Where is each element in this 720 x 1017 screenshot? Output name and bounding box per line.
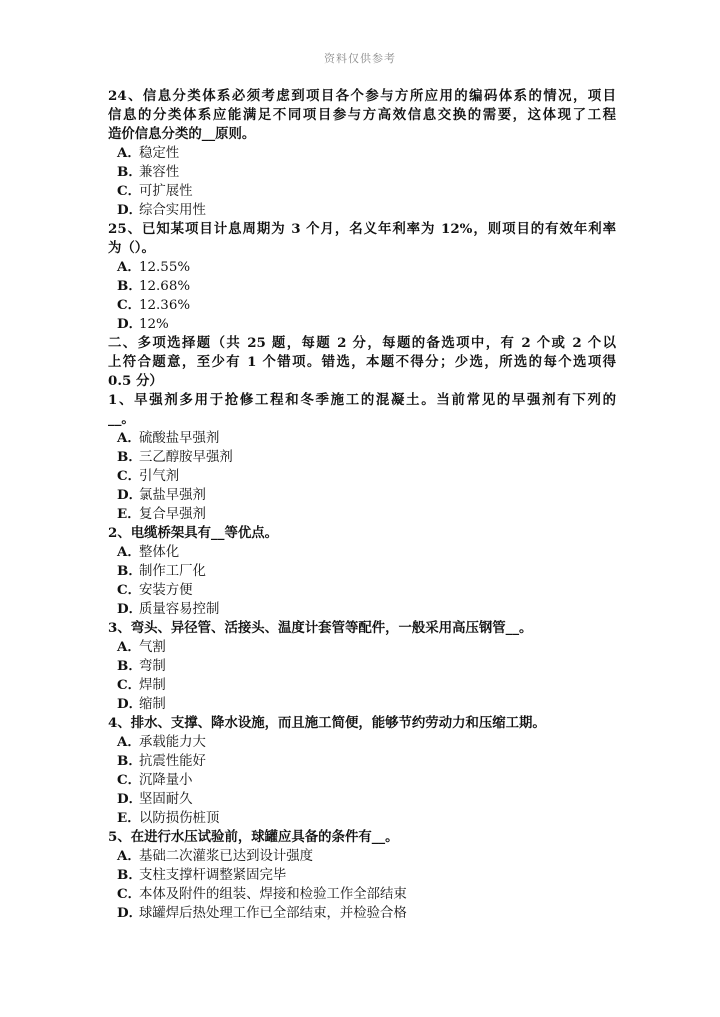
question-text-line: 5、在进行水压试验前，球罐应具备的条件有__。 (108, 829, 399, 845)
option-text: 支柱支撑杆调整紧固完毕 (139, 868, 287, 883)
option-text: 综合实用性 (139, 203, 206, 218)
answer-option (108, 866, 616, 885)
question-text-line: 24、信息分类体系必须考虑到项目各个参与方所应用的编码体系的情况，项目 (108, 88, 616, 104)
option-text: 气割 (139, 640, 166, 655)
option-letter: B． (117, 449, 142, 465)
answer-option (108, 847, 616, 866)
option-letter: D． (117, 316, 143, 332)
answer-option (108, 562, 616, 581)
option-text: 引气剂 (139, 469, 180, 484)
answer-option (108, 885, 616, 904)
option-letter: C． (117, 886, 142, 902)
answer-option (108, 296, 616, 315)
option-letter: C． (117, 183, 142, 199)
answer-option (108, 771, 616, 790)
option-text: 缩制 (139, 697, 166, 712)
answer-option (108, 809, 616, 828)
option-text: 承载能力大 (139, 735, 206, 750)
option-letter: D． (117, 791, 143, 807)
option-letter: A． (117, 848, 141, 864)
question-text-line: 上符合题意，至少有 1 个错项。错选，本题不得分；少选，所选的每个选项得 (108, 354, 616, 370)
question-text-line: 0.5 分） (108, 373, 163, 389)
option-text: 以防损伤桩顶 (139, 811, 220, 826)
answer-option (108, 315, 616, 334)
option-letter: D． (117, 601, 143, 617)
page-header: 资料仅供参考 (324, 52, 396, 65)
answer-option (108, 904, 616, 923)
option-letter: B． (117, 658, 142, 674)
option-letter: C． (117, 468, 142, 484)
option-letter: C． (117, 677, 142, 693)
answer-option (108, 258, 616, 277)
option-letter: E． (117, 810, 141, 826)
option-letter: A． (117, 544, 141, 560)
option-text: 弯制 (139, 659, 166, 674)
answer-option (108, 638, 616, 657)
answer-option (108, 505, 616, 524)
answer-option (108, 752, 616, 771)
option-letter: A． (117, 145, 141, 161)
option-text: 整体化 (139, 545, 180, 560)
option-text: 兼容性 (139, 165, 180, 180)
option-text: 球罐焊后热处理工作已全部结束，并检验合格 (139, 906, 407, 921)
option-text: 抗震性能好 (139, 754, 206, 769)
option-letter: E． (117, 506, 141, 522)
question-text-line: 25、已知某项目计息周期为 3 个月，名义年利率为 12%，则项目的有效年利率 (108, 221, 616, 237)
option-text: 12.55% (139, 260, 191, 275)
option-text: 复合早强剂 (139, 507, 206, 522)
option-letter: B． (117, 867, 142, 883)
question-text-line: 4、排水、支撑、降水设施，而且施工简便，能够节约劳动力和压缩工期。 (108, 715, 546, 731)
option-letter: B． (117, 753, 142, 769)
option-text: 本体及附件的组装、焊接和检验工作全部结束 (139, 887, 407, 902)
answer-option (108, 581, 616, 600)
option-text: 质量容易控制 (139, 602, 220, 617)
option-text: 12.36% (139, 298, 191, 313)
option-text: 制作工厂化 (139, 564, 206, 579)
answer-option (108, 277, 616, 296)
option-letter: C． (117, 582, 142, 598)
option-letter: C． (117, 772, 142, 788)
option-text: 硫酸盐早强剂 (139, 431, 220, 446)
option-letter: A． (117, 259, 141, 275)
answer-option (108, 695, 616, 714)
option-text: 沉降量小 (139, 773, 193, 788)
option-letter: D． (117, 696, 143, 712)
question-text-line: 2、电缆桥架具有__等优点。 (108, 525, 279, 541)
answer-option (108, 467, 616, 486)
question-text-line: 二、多项选择题（共 25 题，每题 2 分，每题的备选项中，有 2 个或 2 个以 (108, 335, 616, 351)
document-body (108, 87, 616, 923)
option-letter: A． (117, 734, 141, 750)
answer-option (108, 429, 616, 448)
option-letter: A． (117, 639, 141, 655)
option-text: 坚固耐久 (139, 792, 193, 807)
question-text-line: 3、弯头、异径管、活接头、温度计套管等配件，一般采用高压钢管__。 (108, 620, 533, 636)
option-text: 焊制 (139, 678, 166, 693)
answer-option (108, 182, 616, 201)
answer-option (108, 201, 616, 220)
option-text: 12.68% (139, 279, 191, 294)
option-letter: C． (117, 297, 142, 313)
answer-option (108, 790, 616, 809)
answer-option (108, 600, 616, 619)
option-letter: D． (117, 487, 143, 503)
option-text: 三乙醇胺早强剂 (139, 450, 233, 465)
option-letter: A． (117, 430, 141, 446)
option-text: 12% (139, 317, 169, 332)
option-letter: D． (117, 202, 143, 218)
answer-option (108, 676, 616, 695)
question-text-line: 信息的分类体系应能满足不同项目参与方高效信息交换的需要，这体现了工程 (108, 107, 616, 123)
option-letter: B． (117, 278, 142, 294)
answer-option (108, 448, 616, 467)
option-text: 稳定性 (139, 146, 180, 161)
question-text-line: __。 (108, 411, 135, 427)
answer-option (108, 543, 616, 562)
option-letter: D． (117, 905, 143, 921)
answer-option (108, 733, 616, 752)
answer-option (108, 144, 616, 163)
option-letter: B． (117, 563, 142, 579)
option-text: 氯盐早强剂 (139, 488, 206, 503)
question-text-line: 1、早强剂多用于抢修工程和冬季施工的混凝土。当前常见的早强剂有下列的 (108, 392, 616, 408)
option-text: 安装方便 (139, 583, 193, 598)
answer-option (108, 657, 616, 676)
answer-option (108, 486, 616, 505)
answer-option (108, 163, 616, 182)
option-text: 可扩展性 (139, 184, 193, 199)
question-text-line: 造价信息分类的__原则。 (108, 126, 256, 142)
option-letter: B． (117, 164, 142, 180)
question-text-line: 为（）。 (108, 240, 155, 256)
option-text: 基础二次灌浆已达到设计强度 (139, 849, 314, 864)
